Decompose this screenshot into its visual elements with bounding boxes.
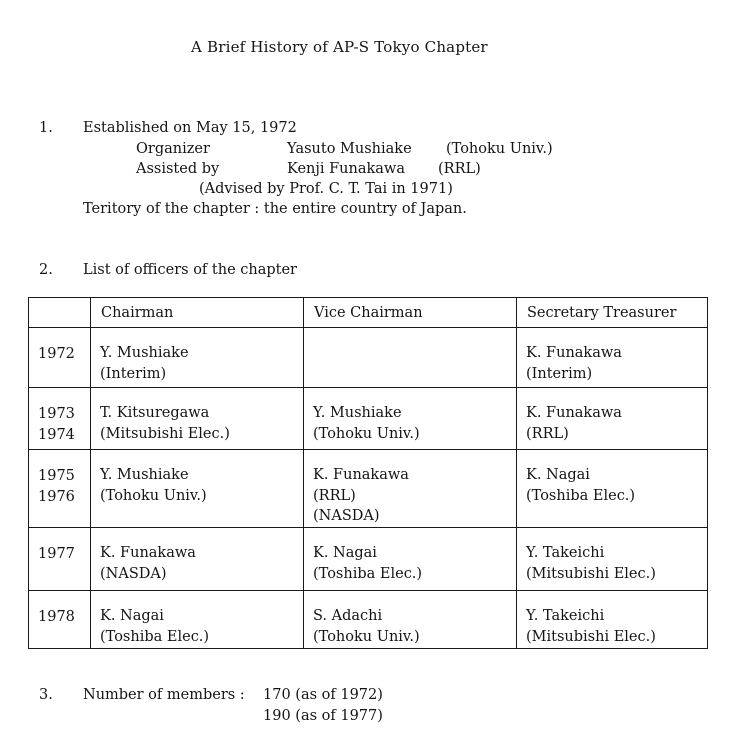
year-text: 1978 — [38, 609, 75, 625]
section-3-number: 3. — [39, 687, 53, 703]
officer-name: T. Kitsuregawa — [100, 405, 210, 421]
assisted-name: Kenji Funakawa — [287, 161, 405, 177]
table-header-row — [29, 298, 708, 328]
vice-chairman-cell — [304, 388, 517, 450]
officer-affiliation: (Toshiba Elec.) — [313, 565, 423, 582]
officer-affiliation: (Tohoku Univ.) — [100, 487, 207, 504]
year-text: 1975 — [38, 468, 75, 484]
officer-affiliation: (Mitsubishi Elec.) — [526, 628, 656, 645]
organizer-name: Yasuto Mushiake — [287, 141, 412, 157]
chairman-cell — [91, 528, 304, 591]
officer-name: K. Nagai — [526, 467, 590, 483]
table-row — [29, 388, 708, 450]
officer-affiliation: (RRL) — [526, 425, 569, 442]
secretary-treasurer-cell — [517, 328, 708, 388]
year-text: 1974 — [38, 426, 75, 443]
assisted-affiliation: (RRL) — [438, 161, 481, 177]
table-row — [29, 591, 708, 649]
officers-table — [28, 297, 708, 649]
chairman-cell — [91, 591, 304, 649]
header-vice-chairman: Vice Chairman — [304, 298, 517, 328]
officer-name: K. Funakawa — [526, 345, 622, 361]
officer-affiliation: (Mitsubishi Elec.) — [526, 565, 656, 582]
header-year — [29, 298, 91, 328]
secretary-treasurer-cell — [517, 528, 708, 591]
officer-affiliation: (NASDA) — [313, 508, 380, 524]
vice-chairman-cell — [304, 328, 517, 388]
year-text: 1973 — [38, 406, 75, 422]
vice-chairman-cell — [304, 528, 517, 591]
officer-name: K. Funakawa — [313, 467, 409, 483]
officer-name: S. Adachi — [313, 608, 383, 624]
officer-affiliation: (Tohoku Univ.) — [313, 628, 420, 645]
secretary-treasurer-cell — [517, 591, 708, 649]
year-cell — [29, 591, 91, 649]
officer-name: K. Nagai — [313, 545, 377, 561]
year-cell — [29, 328, 91, 388]
chairman-cell — [91, 328, 304, 388]
organizer-label: Organizer — [136, 141, 210, 157]
officer-name: Y. Takeichi — [526, 545, 605, 561]
vice-chairman-cell — [304, 450, 517, 528]
year-cell — [29, 528, 91, 591]
secretary-treasurer-cell — [517, 450, 708, 528]
vice-chairman-cell — [304, 591, 517, 649]
officer-affiliation: (Toshiba Elec.) — [526, 487, 636, 504]
officer-affiliation: (Toshiba Elec.) — [100, 628, 210, 645]
officer-name: Y. Mushiake — [100, 467, 189, 483]
officer-name: K. Nagai — [100, 608, 164, 624]
chairman-cell — [91, 388, 304, 450]
members-label: Number of members : — [83, 687, 245, 703]
members-count-1977: 190 (as of 1977) — [263, 708, 383, 724]
year-text: 1976 — [38, 488, 75, 505]
officer-affiliation: (Interim) — [100, 365, 167, 382]
officer-name: K. Funakawa — [526, 405, 622, 421]
officer-name: Y. Mushiake — [100, 345, 189, 361]
members-count-1972: 170 (as of 1972) — [263, 687, 383, 703]
chairman-cell — [91, 450, 304, 528]
table-row — [29, 328, 708, 388]
table-row — [29, 450, 708, 528]
officer-name: Y. Mushiake — [313, 405, 402, 421]
page-title: A Brief History of AP-S Tokyo Chapter — [191, 38, 488, 56]
officer-affiliation: (Tohoku Univ.) — [313, 425, 420, 442]
year-text: 1972 — [38, 346, 75, 362]
officer-name: Y. Takeichi — [526, 608, 605, 624]
assisted-label: Assisted by — [136, 161, 220, 177]
officer-affiliation: (RRL) — [313, 487, 356, 504]
secretary-treasurer-cell — [517, 388, 708, 450]
section-1-number: 1. — [39, 120, 53, 136]
officers-heading: List of officers of the chapter — [83, 262, 297, 278]
year-cell — [29, 388, 91, 450]
officer-affiliation: (Interim) — [526, 365, 593, 382]
section-2-number: 2. — [39, 262, 53, 278]
officer-affiliation: (NASDA) — [100, 565, 167, 582]
officer-affiliation: (Mitsubishi Elec.) — [100, 425, 230, 442]
territory-line: Teritory of the chapter : the entire country of Japan. — [83, 201, 467, 217]
established-line: Established on May 15, 1972 — [83, 120, 297, 136]
header-chairman: Chairman — [91, 298, 304, 328]
officer-name: K. Funakawa — [100, 545, 196, 561]
table-row — [29, 528, 708, 591]
header-secretary-treasurer: Secretary Treasurer — [517, 298, 708, 328]
year-cell — [29, 450, 91, 528]
advised-note: (Advised by Prof. C. T. Tai in 1971) — [199, 181, 453, 197]
year-text: 1977 — [38, 546, 75, 562]
organizer-affiliation: (Tohoku Univ.) — [446, 141, 553, 157]
